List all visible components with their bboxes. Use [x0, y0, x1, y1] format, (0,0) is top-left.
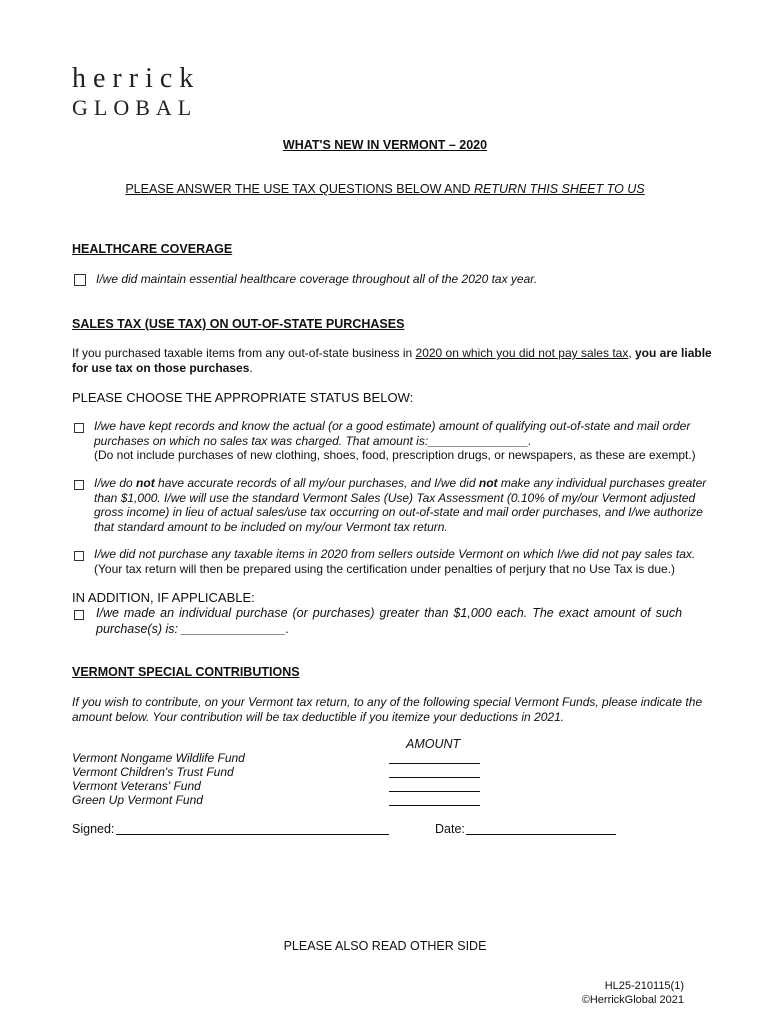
- contributions-intro-line: amount below. Your contribution will be tax deductible if you itemize your deductions in 2021.: [72, 709, 565, 724]
- page-title: WHAT'S NEW IN VERMONT – 2020: [282, 138, 488, 152]
- option1-line: I/we have kept records and know the actual (or a good estimate) amount of qualifying out-of-state and mail order: [94, 419, 691, 433]
- intro-bold-line2: for use tax on those purchases: [72, 360, 250, 375]
- logo-line2: GLOBAL: [72, 95, 198, 120]
- option2-bold: not: [478, 476, 498, 490]
- option3-line: I/we did not purchase any taxable items in 2020 from sellers outside Vermont on which I/we did not pay sales tax.: [94, 547, 696, 561]
- option2-checkbox[interactable]: [74, 480, 84, 490]
- in-addition-heading: IN ADDITION, IF APPLICABLE:: [72, 590, 255, 605]
- healthcare-option-text: I/we did maintain essential healthcare coverage throughout all of the 2020 tax year.: [96, 272, 538, 286]
- option4-line: I/we made an individual purchase (or purchases) greater than $1,000 each. The exact amount of such: [96, 606, 683, 620]
- contributions-intro: [72, 695, 702, 724]
- option2-line: that standard amount to be included on my/our Vermont tax return.: [94, 519, 448, 534]
- option1-line: purchases on which no sales tax was charged. That amount is:_______________.: [94, 433, 532, 448]
- healthcare-heading: HEALTHCARE COVERAGE: [72, 242, 233, 256]
- sales-tax-intro: [72, 346, 712, 375]
- option1-text: [94, 419, 696, 463]
- option2-line: than $1,000. I/we will use the standard Vermont Sales (Use) Tax Assessment (0.10% of my/our Vermont adjusted: [94, 490, 696, 505]
- sales-tax-heading: SALES TAX (USE TAX) ON OUT-OF-STATE PURCHASES: [72, 317, 405, 331]
- option2-text: [94, 476, 706, 534]
- option1-line: (Do not include purchases of new clothing, shoes, food, prescription drugs, or newspapers, as these are exempt.): [94, 448, 696, 462]
- option2-part: I/we do: [94, 476, 137, 490]
- read-other-side-note: PLEASE ALSO READ OTHER SIDE: [283, 939, 487, 953]
- logo-line1: herrick: [72, 63, 201, 94]
- option2-part: make any individual purchases greater: [497, 476, 707, 490]
- fund-name: Vermont Children's Trust Fund: [72, 765, 234, 779]
- contributions-intro-line: If you wish to contribute, on your Vermont tax return, to any of the following special Vermont Funds, please indicate the: [72, 695, 703, 709]
- fund-amount-field[interactable]: [389, 791, 480, 792]
- choose-status-heading: PLEASE CHOOSE THE APPROPRIATE STATUS BELOW:: [72, 390, 414, 405]
- amount-header: AMOUNT: [406, 737, 461, 751]
- option2-line: gross income) in lieu of actual sales/use tax occurring on out-of-state and mail order purchases, and I/we authorize: [94, 505, 703, 519]
- option2-bold: not: [136, 476, 155, 490]
- contributions-heading: VERMONT SPECIAL CONTRIBUTIONS: [72, 665, 300, 679]
- instruction-prefix: PLEASE ANSWER THE USE TAX QUESTIONS BELOW AND: [125, 182, 475, 196]
- option4-checkbox[interactable]: [74, 610, 84, 620]
- instruction-return: RETURN THIS SHEET TO US: [474, 182, 645, 196]
- form-code: HL25-210115(1): [604, 980, 684, 992]
- option2-part: have accurate records of all my/our purchases, and I/we did: [154, 476, 479, 490]
- option1-checkbox[interactable]: [74, 423, 84, 433]
- fund-name: Green Up Vermont Fund: [72, 793, 203, 807]
- fund-amount-field[interactable]: [389, 805, 480, 806]
- intro-part: If you purchased taxable items from any out-of-state business in: [72, 346, 416, 360]
- signature-field[interactable]: [116, 834, 389, 835]
- date-label: Date:: [435, 822, 465, 836]
- intro-end: .: [249, 360, 253, 375]
- healthcare-checkbox[interactable]: [74, 274, 86, 286]
- option3-text: [94, 547, 695, 576]
- option4-text: [96, 605, 682, 637]
- instruction-line: [0, 182, 770, 196]
- signed-label: Signed:: [72, 822, 115, 836]
- option3-checkbox[interactable]: [74, 551, 84, 561]
- intro-bold: you are liable: [635, 346, 712, 360]
- fund-amount-field[interactable]: [389, 763, 480, 764]
- date-field[interactable]: [466, 834, 616, 835]
- copyright: ©HerrickGlobal 2021: [581, 994, 684, 1006]
- fund-name: Vermont Nongame Wildlife Fund: [72, 751, 245, 765]
- intro-underlined: 2020 on which you did not pay sales tax: [415, 346, 629, 360]
- fund-amount-field[interactable]: [389, 777, 480, 778]
- fund-name: Vermont Veterans' Fund: [72, 779, 201, 793]
- intro-part: ,: [628, 346, 635, 360]
- option4-line: purchase(s) is: _______________.: [96, 622, 290, 636]
- option3-line: (Your tax return will then be prepared using the certification under penalties of perjury that no Use Tax is due.): [94, 561, 675, 576]
- footer-code-block: [582, 979, 684, 1007]
